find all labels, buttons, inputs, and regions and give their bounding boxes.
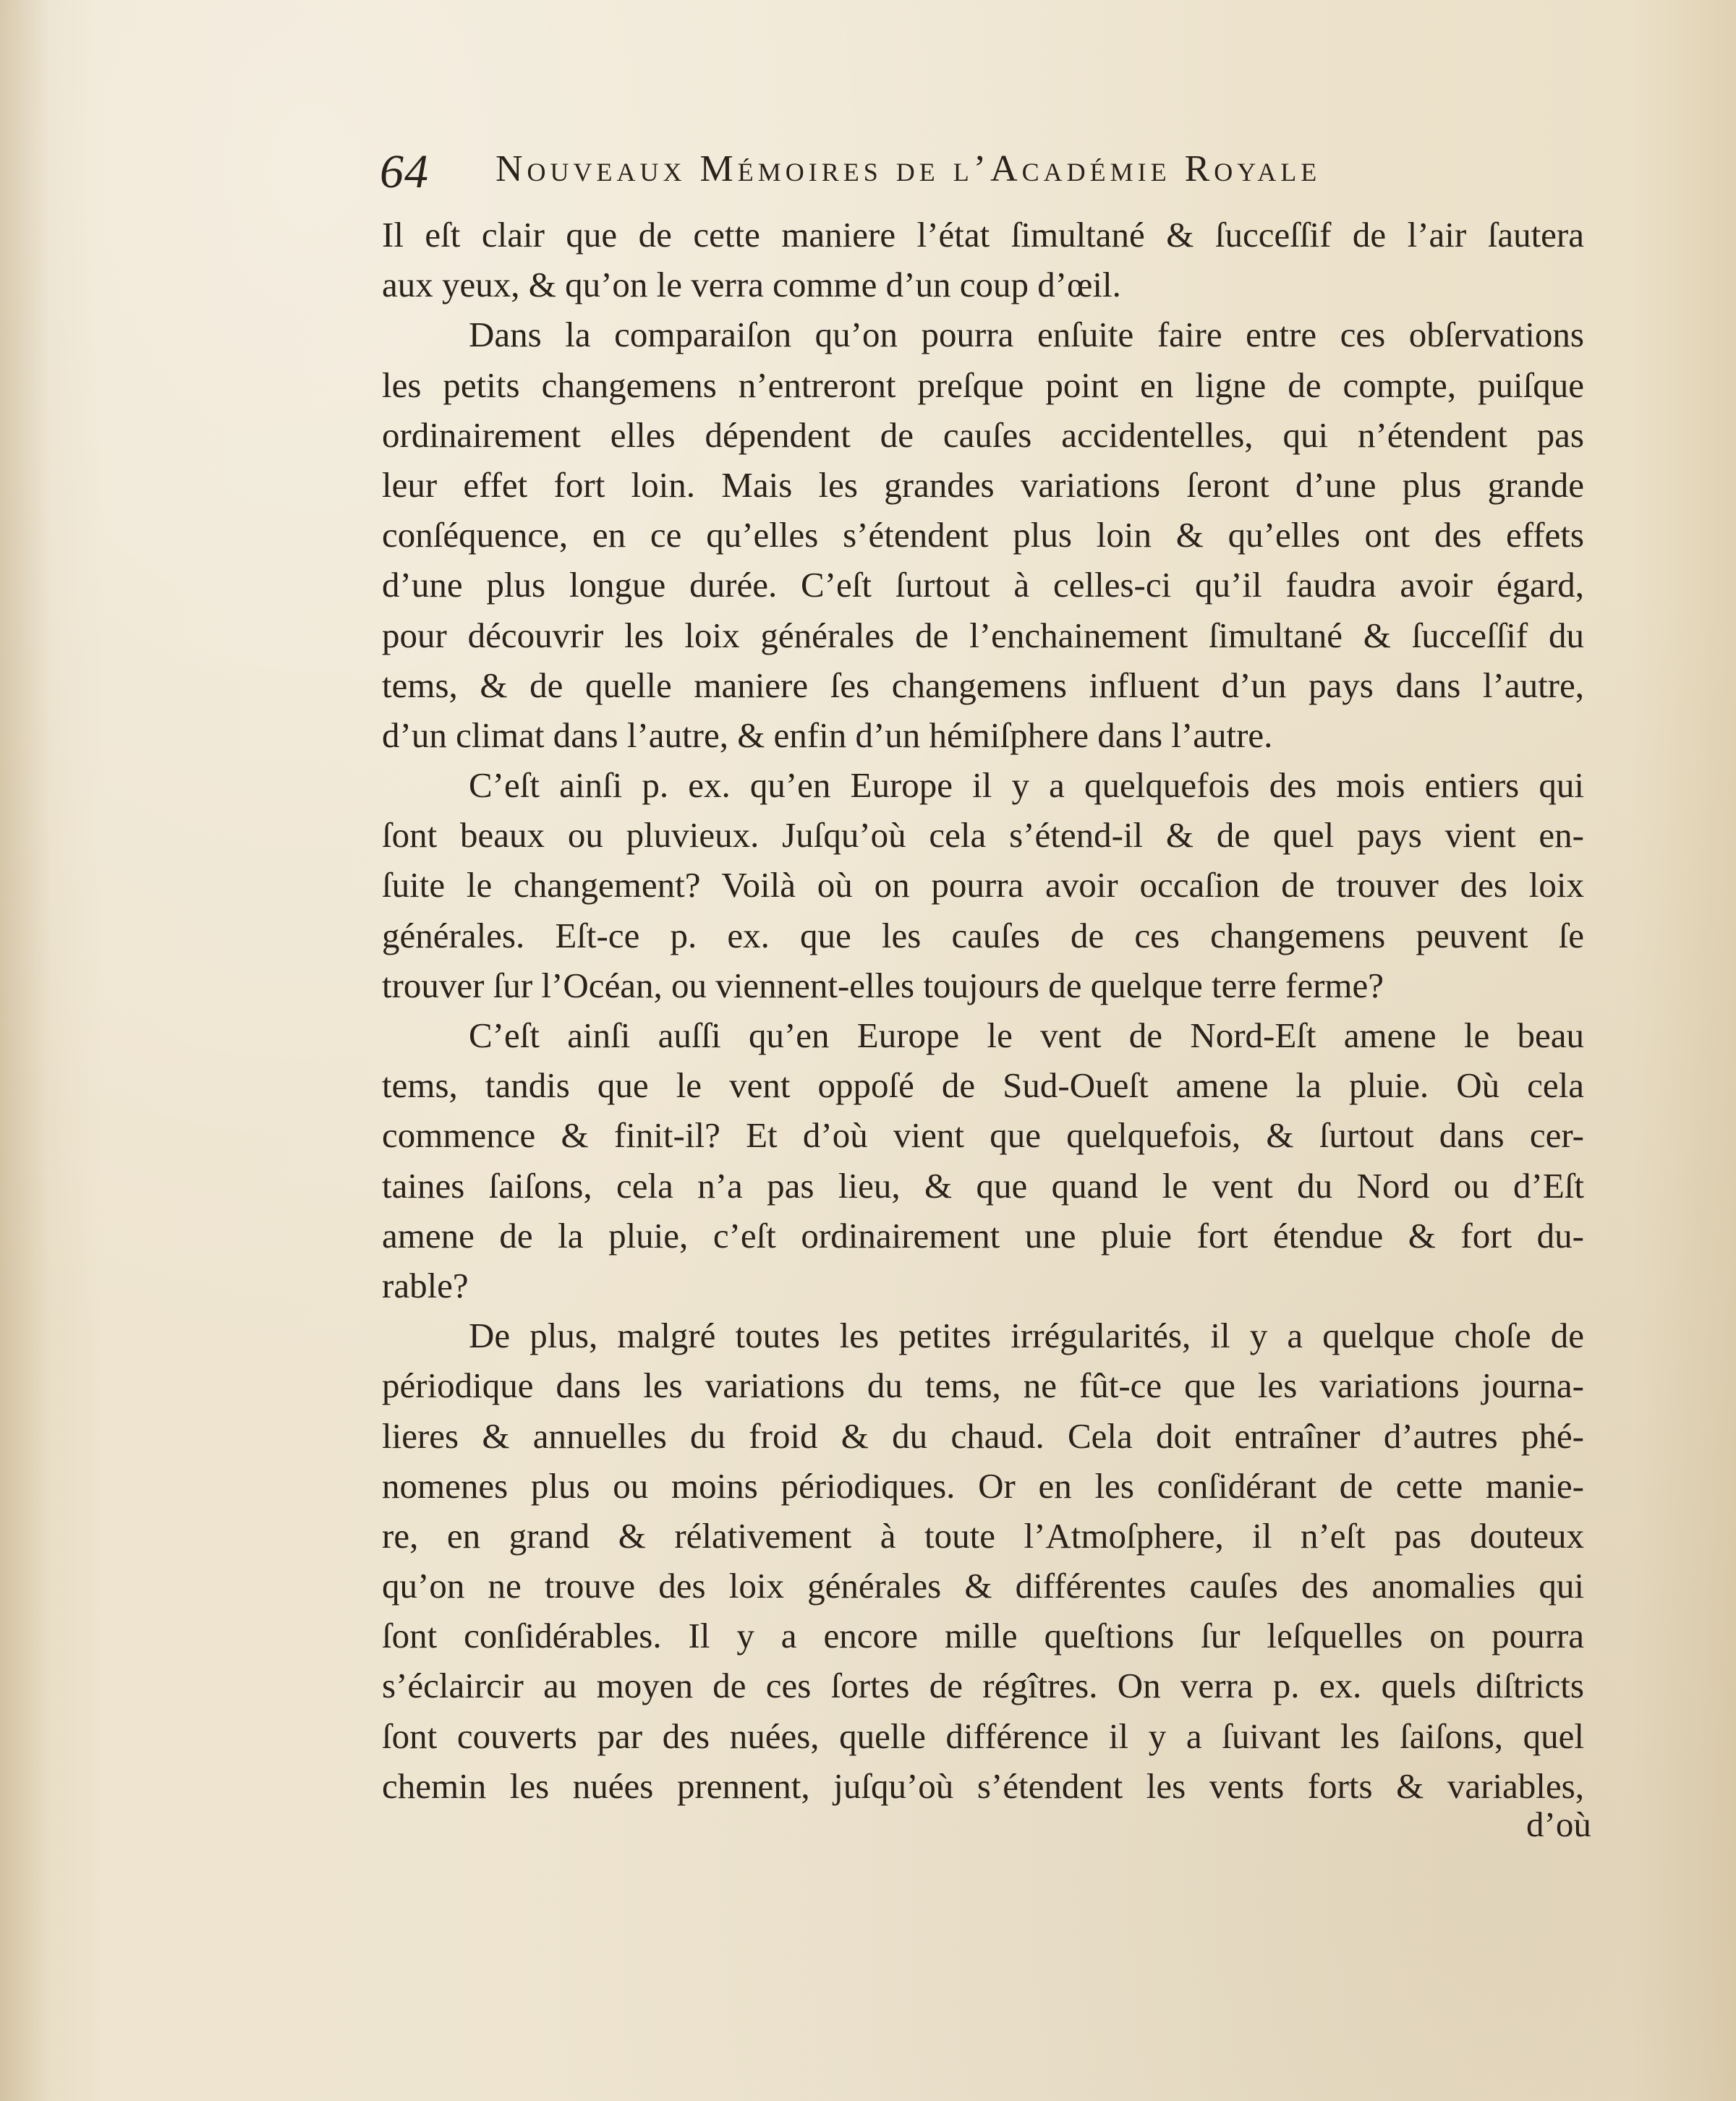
text-line: périodique dans les variations du tems, ne fût-ce que les variations journa-: [382, 1365, 1584, 1406]
text-line: Il eſt clair que de cette maniere l’état ſimultané & ſucceſſif de l’air ſautera: [382, 215, 1584, 255]
text-line: taines ſaiſons, cela n’a pas lieu, & que quand le vent du Nord ou d’Eſt: [382, 1165, 1584, 1206]
text-line: amene de la pluie, c’eſt ordinairement une pluie fort étendue & fort du-: [382, 1215, 1584, 1256]
page-number: 64: [380, 145, 429, 198]
running-head: [380, 137, 1465, 203]
text-line: ordinairement elles dépendent de cauſes accidentelles, qui n’étendent pas: [382, 414, 1584, 455]
text-line: lieres & annuelles du froid & du chaud. Cela doit entraîner d’autres phé-: [382, 1415, 1584, 1456]
text-line: ſont couverts par des nuées, quelle différence il y a ſuivant les ſaiſons, quel: [382, 1716, 1584, 1756]
body-text: [382, 210, 1584, 1811]
text-line: trouver ſur l’Océan, ou viennent-elles toujours de quelque terre ferme?: [382, 965, 1384, 1005]
text-line: d’une plus longue durée. C’eſt ſurtout à celles-ci qu’il faudra avoir égard,: [382, 565, 1584, 605]
text-line: re, en grand & rélativement à toute l’Atmoſphere, il n’eſt pas douteux: [382, 1515, 1584, 1556]
text-line: De plus, malgré toutes les petites irrégularités, il y a quelque choſe de: [469, 1316, 1584, 1356]
text-line: ſuite le changement? Voilà où on pourra avoir occaſion de trouver des loix: [382, 865, 1584, 905]
text-line: d’un climat dans l’autre, & enfin d’un hémiſphere dans l’autre.: [382, 715, 1273, 755]
text-line: qu’on ne trouve des loix générales & différentes cauſes des anomalies qui: [382, 1566, 1584, 1606]
text-line: les petits changemens n’entreront preſque point en ligne de compte, puiſque: [382, 365, 1584, 405]
text-line: C’eſt ainſi auſſi qu’en Europe le vent de Nord-Eſt amene le beau: [469, 1015, 1584, 1055]
gutter-shadow: [0, 0, 51, 2101]
text-line: conſéquence, en ce qu’elles s’étendent plus loin & qu’elles ont des effets: [382, 515, 1584, 555]
running-head-title: Nouveaux Mémoires de l’Académie Royale: [495, 148, 1322, 189]
text-line: aux yeux, & qu’on le verra comme d’un coup d’œil.: [382, 265, 1121, 305]
text-line: s’éclaircir au moyen de ces ſortes de régîtres. On verra p. ex. quels diſtricts: [382, 1666, 1584, 1706]
text-line: tems, tandis que le vent oppoſé de Sud-Oueſt amene la pluie. Où cela: [382, 1065, 1584, 1106]
text-line: commence & finit-il? Et d’où vient que quelquefois, & ſurtout dans cer-: [382, 1115, 1584, 1156]
text-line: pour découvrir les loix générales de l’enchainement ſimultané & ſucceſſif du: [382, 615, 1584, 655]
text-line: ſont beaux ou pluvieux. Juſqu’où cela s’étend-il & de quel pays vient en-: [382, 815, 1584, 856]
text-line: C’eſt ainſi p. ex. qu’en Europe il y a quelquefois des mois entiers qui: [469, 765, 1584, 806]
text-line: générales. Eſt-ce p. ex. que les cauſes de ces changemens peuvent ſe: [382, 915, 1584, 955]
catchword: d’où: [1526, 1804, 1591, 1844]
text-line: chemin les nuées prennent, juſqu’où s’étendent les vents forts & variables,: [382, 1765, 1584, 1806]
text-line: nomenes plus ou moins périodiques. Or en les conſidérant de cette manie-: [382, 1465, 1584, 1506]
text-line: Dans la comparaiſon qu’on pourra enſuite faire entre ces obſervations: [469, 315, 1584, 355]
text-line: tems, & de quelle maniere ſes changemens influent d’un pays dans l’autre,: [382, 665, 1584, 705]
text-line: rable?: [382, 1265, 469, 1305]
text-line: leur effet fort loin. Mais les grandes variations ſeront d’une plus grande: [382, 464, 1584, 505]
text-line: ſont conſidérables. Il y a encore mille queſtions ſur leſquelles on pourra: [382, 1616, 1584, 1656]
